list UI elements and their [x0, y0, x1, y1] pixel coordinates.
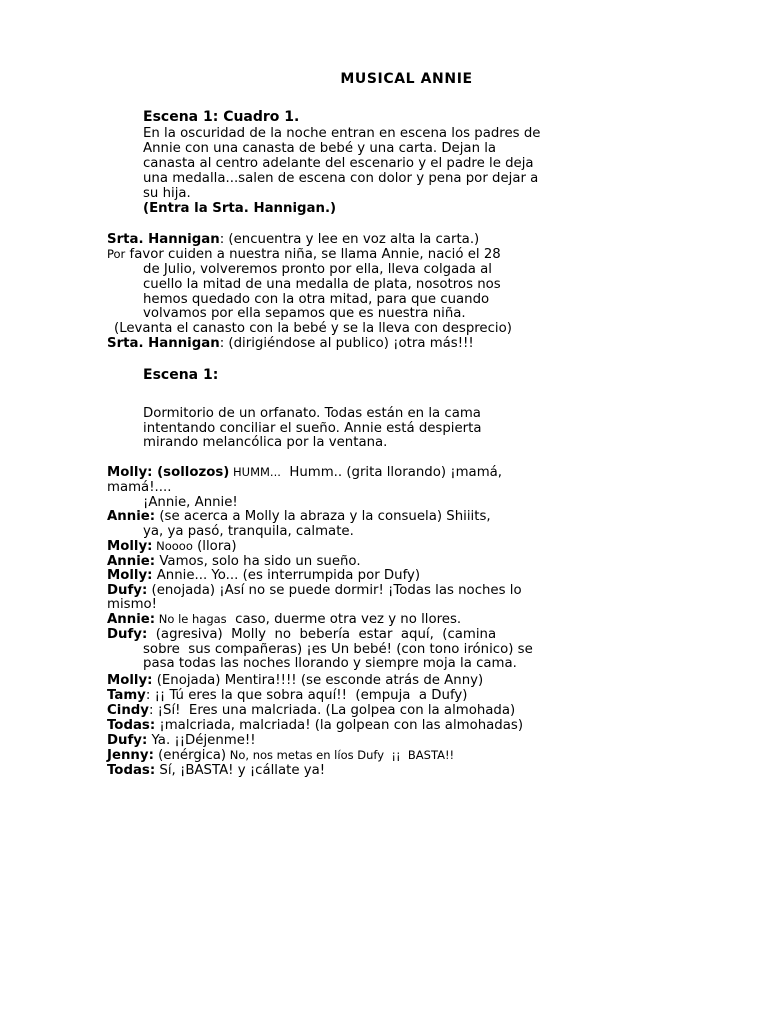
- dialogue-line: [107, 673, 483, 688]
- dialogue-cont: ¡Annie, Annie!: [143, 495, 238, 510]
- dialogue-line: [107, 627, 496, 642]
- dialogue-small-text: No le hagas: [155, 612, 227, 626]
- dialogue-text: : ¡Sí! Eres una malcriada. (La golpea con la almohada): [148, 703, 516, 718]
- scene-heading-1: Escena 1: Cuadro 1.: [143, 109, 300, 125]
- scene-heading-2: Escena 1:: [143, 367, 219, 383]
- dialogue-cont: mamá!....: [107, 480, 172, 495]
- dialogue-cont: sobre sus compañeras) ¡es Un bebé! (con tono irónico) se: [143, 642, 533, 657]
- stage-direction: (Levanta el canasto con la bebé y se la lleva con desprecio): [114, 321, 512, 336]
- setting-line: mirando melancólica por la ventana.: [143, 435, 388, 450]
- speaker-name: Annie:: [107, 612, 156, 627]
- speaker-name: Todas:: [107, 718, 156, 733]
- dialogue-cont: pasa todas las noches llorando y siempre moja la cama.: [143, 656, 517, 671]
- intro-line: En la oscuridad de la noche entran en escena los padres de: [143, 126, 541, 141]
- stage-direction: (Entra la Srta. Hannigan.): [143, 201, 337, 216]
- setting-line: Dormitorio de un orfanato. Todas están en la cama: [143, 406, 481, 421]
- document-title: MUSICAL ANNIE: [340, 71, 473, 87]
- dialogue-line: [107, 509, 491, 524]
- speaker-name: Todas:: [107, 763, 156, 778]
- speaker-name: Annie:: [107, 509, 156, 524]
- dialogue-line: [107, 554, 361, 569]
- dialogue-text: Humm.. (grita llorando) ¡mamá,: [280, 465, 503, 480]
- dialogue-small-text: No, nos metas en líos Dufy ¡¡ BASTA!!: [226, 748, 455, 762]
- speaker-name: Dufy:: [107, 583, 148, 598]
- dialogue-text: : ¡¡ Tú eres la que sobra aquí!! (empuja a Dufy): [145, 688, 468, 703]
- letter-line: [107, 247, 501, 262]
- letter-line: hemos quedado con la otra mitad, para que cuando: [143, 292, 490, 307]
- speaker-name: Annie:: [107, 554, 156, 569]
- intro-line: su hija.: [143, 186, 191, 201]
- intro-line: una medalla...salen de escena con dolor y pena por dejar a: [143, 171, 539, 186]
- dialogue-text: Annie... Yo... (es interrumpida por Dufy): [152, 568, 421, 583]
- speaker-name: Molly:: [107, 568, 153, 583]
- speaker-name: Molly: (sollozos): [107, 465, 230, 480]
- dialogue-text: (llora): [192, 539, 237, 554]
- dialogue-line: [107, 568, 420, 583]
- dialogue-line: [107, 232, 479, 247]
- setting-line: intentando conciliar el sueño. Annie está despierta: [143, 421, 482, 436]
- dialogue-text: : (encuentra y lee en voz alta la carta.): [219, 232, 480, 247]
- dialogue-cont: ya, ya pasó, tranquila, calmate.: [143, 524, 354, 539]
- intro-line: Annie con una canasta de bebé y una carta. Dejan la: [143, 141, 497, 156]
- speaker-name: Srta. Hannigan: [107, 232, 220, 247]
- speaker-name: Dufy:: [107, 627, 148, 642]
- dialogue-line: [107, 612, 461, 627]
- dialogue-line: [107, 583, 522, 598]
- letter-prefix: Por: [107, 247, 126, 261]
- dialogue-text: (Enojada) Mentira!!!! (se esconde atrás de Anny): [152, 673, 484, 688]
- dialogue-text: Ya. ¡¡Déjenme!!: [147, 733, 256, 748]
- dialogue-text: (enérgica): [153, 748, 227, 763]
- dialogue-line: [107, 718, 523, 733]
- letter-line: volvamos por ella sepamos que es nuestra niña.: [143, 306, 466, 321]
- dialogue-small-text: HUMM...: [229, 465, 281, 479]
- speaker-name: Cindy: [107, 703, 149, 718]
- dialogue-cont: mismo!: [107, 597, 157, 612]
- dialogue-line: [107, 733, 256, 748]
- speaker-name: Molly:: [107, 673, 153, 688]
- dialogue-text: (agresiva) Molly no bebería estar aquí, (camina: [147, 627, 497, 642]
- intro-line: canasta al centro adelante del escenario y el padre le deja: [143, 156, 534, 171]
- letter-text: favor cuiden a nuestra niña, se llama Annie, nació el 28: [125, 247, 501, 262]
- speaker-name: Srta. Hannigan: [107, 336, 220, 351]
- dialogue-text: caso, duerme otra vez y no llores.: [226, 612, 462, 627]
- letter-line: de Julio, volveremos pronto por ella, lleva colgada al: [143, 262, 492, 277]
- dialogue-text: Vamos, solo ha sido un sueño.: [155, 554, 361, 569]
- dialogue-line: [107, 748, 454, 763]
- speaker-name: Jenny:: [107, 748, 154, 763]
- speaker-name: Dufy:: [107, 733, 148, 748]
- dialogue-line: [107, 763, 325, 778]
- dialogue-line: [107, 336, 474, 351]
- speaker-name: Tamy: [107, 688, 146, 703]
- dialogue-text: (se acerca a Molly la abraza y la consuela) Shiiits,: [155, 509, 491, 524]
- dialogue-small-text: Noooo: [152, 539, 193, 553]
- dialogue-text: Sí, ¡BASTA! y ¡cállate ya!: [155, 763, 326, 778]
- dialogue-line: [107, 465, 502, 480]
- dialogue-text: ¡malcriada, malcriada! (la golpean con las almohadas): [155, 718, 524, 733]
- speaker-name: Molly:: [107, 539, 153, 554]
- dialogue-line: [107, 539, 237, 554]
- letter-line: cuello la mitad de una medalla de plata, nosotros nos: [143, 277, 501, 292]
- dialogue-text: (enojada) ¡Así no se puede dormir! ¡Todas las noches lo: [147, 583, 522, 598]
- dialogue-line: [107, 688, 467, 703]
- dialogue-line: [107, 703, 515, 718]
- dialogue-text: : (dirigiéndose al publico) ¡otra más!!!: [219, 336, 474, 351]
